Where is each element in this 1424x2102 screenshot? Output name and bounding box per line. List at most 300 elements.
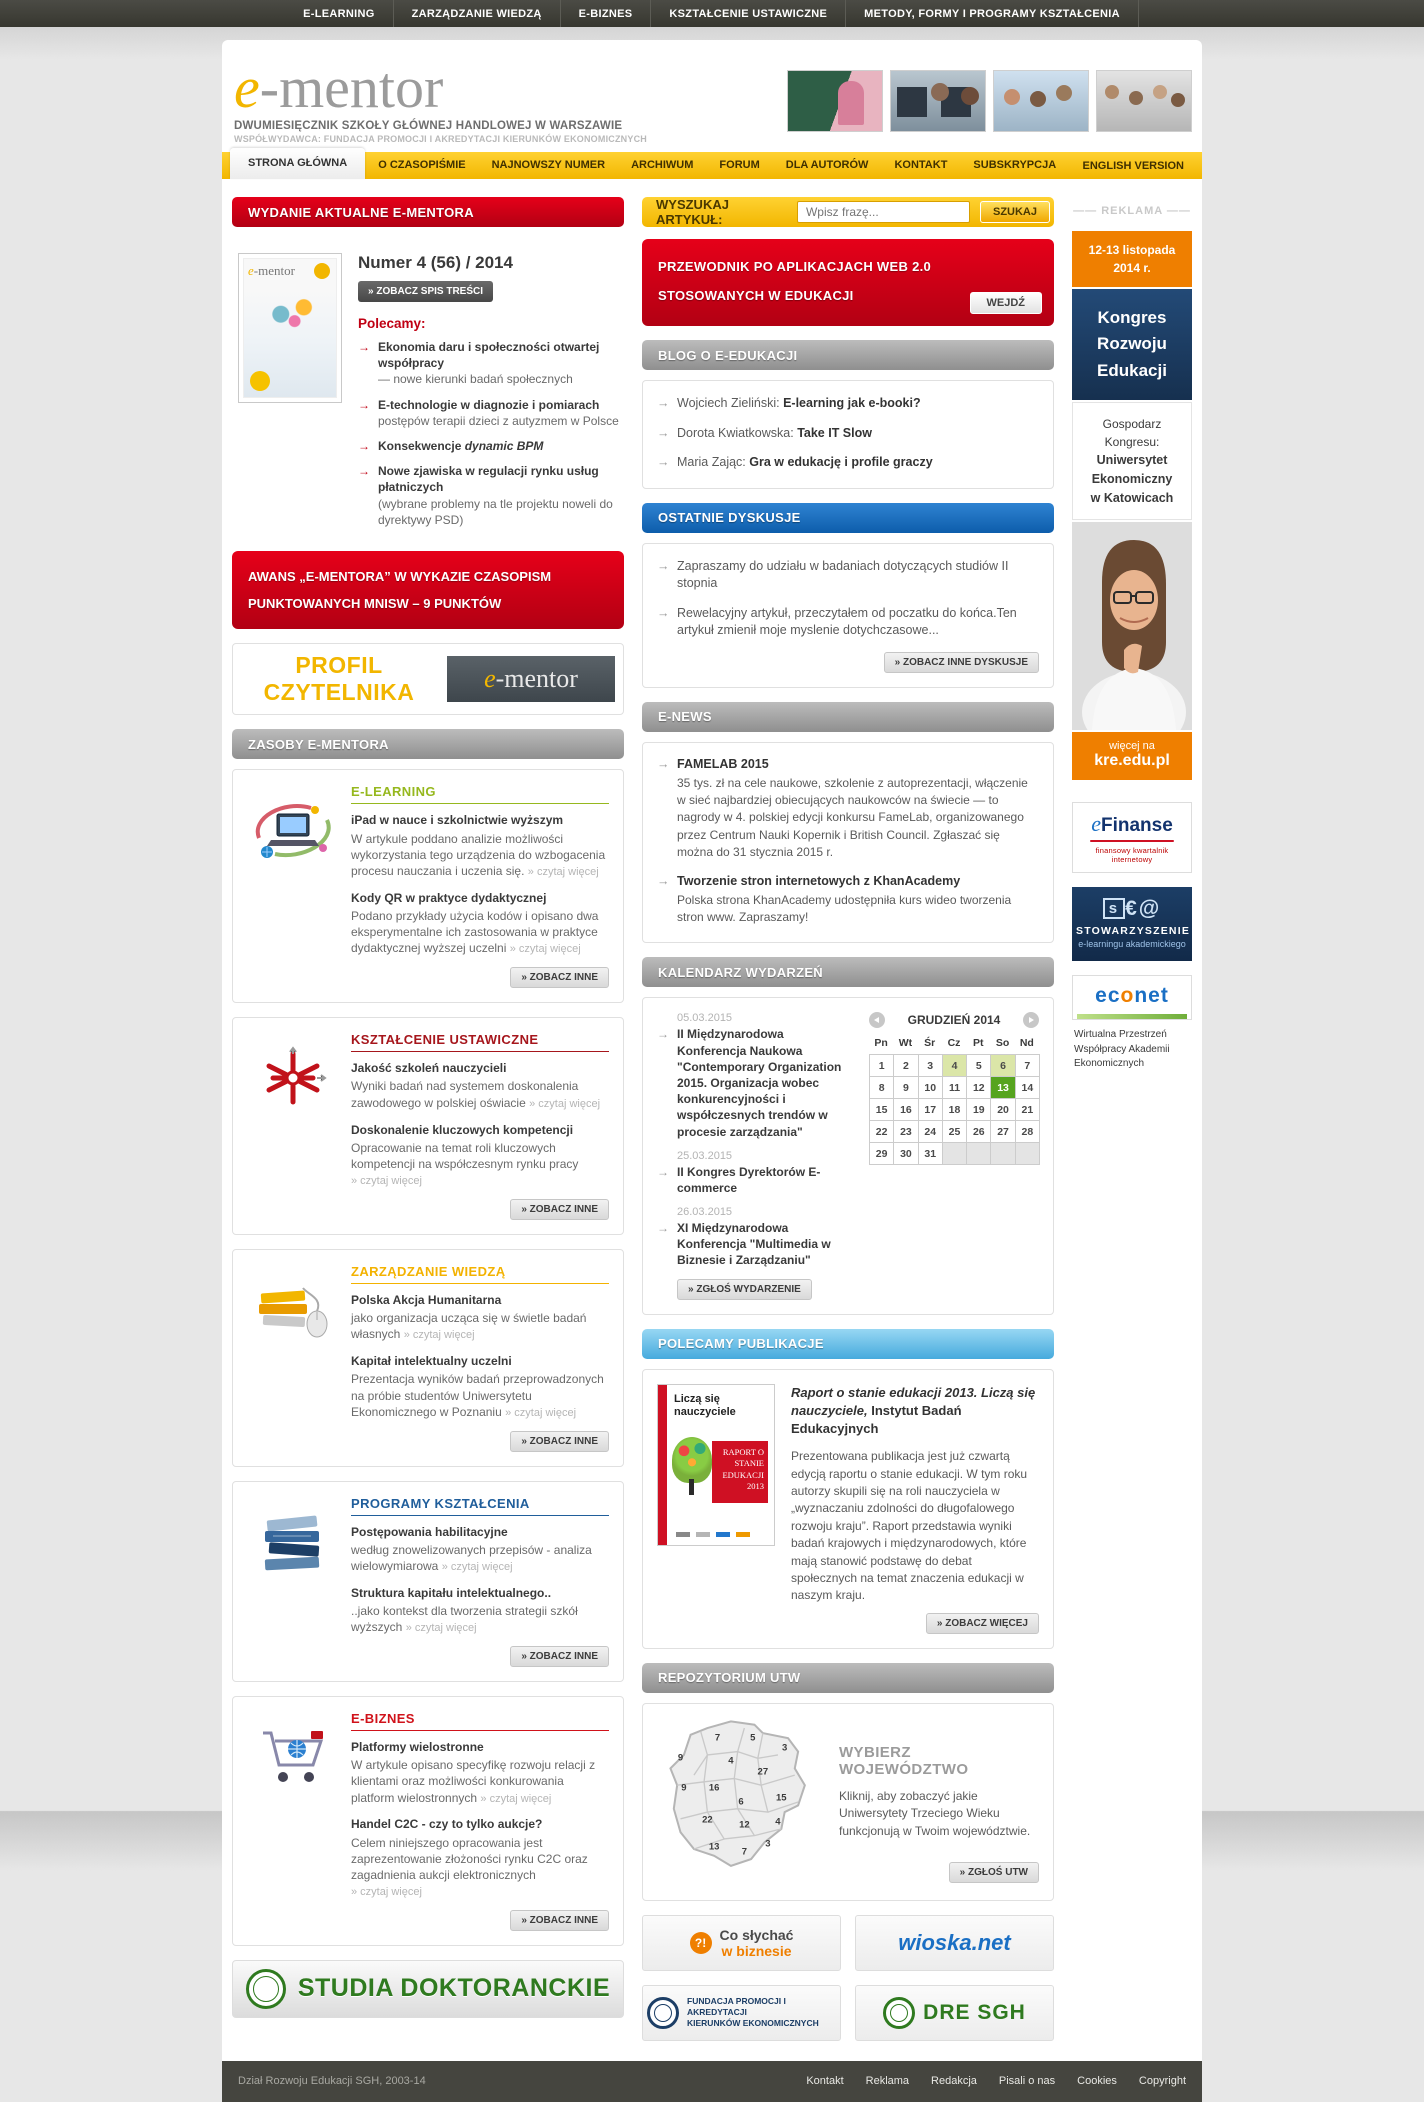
article[interactable] bbox=[351, 1353, 609, 1420]
right-ad-column bbox=[1072, 197, 1192, 1080]
dyskusje-header: OSTATNIE DYSKUSJE bbox=[642, 503, 1054, 533]
article[interactable] bbox=[351, 812, 609, 879]
calendar-day[interactable]: 10 bbox=[918, 1076, 943, 1099]
blog-title: Gra w edukację i profile graczy bbox=[749, 455, 933, 470]
article-title: Jakość szkoleń nauczycieli bbox=[351, 1061, 507, 1076]
header-photo-strip bbox=[787, 70, 1192, 132]
stowarzyszenie-sub: e-learningu akademickiego bbox=[1078, 939, 1186, 950]
utw-choose-label: WYBIERZ WOJEWÓDZTWO bbox=[839, 1743, 969, 1778]
wiedza-books-mouse-icon bbox=[247, 1264, 339, 1452]
nav-tab-strona-glowna[interactable]: STRONA GŁÓWNA bbox=[230, 148, 365, 179]
awans-line2: PUNKTOWANYCH MNISW – 9 PUNKTÓW bbox=[248, 596, 502, 612]
calendar-day[interactable]: 23 bbox=[893, 1120, 918, 1143]
recommended-article-desc: postępów terapii dzieci z autyzmem w Polsce bbox=[378, 413, 619, 428]
nav-tab-o-czasopismie[interactable]: O CZASOPIŚMIE bbox=[378, 159, 466, 171]
calendar-day[interactable]: 20 bbox=[990, 1098, 1015, 1121]
article[interactable] bbox=[351, 1585, 609, 1636]
calendar-grid bbox=[869, 1034, 1039, 1164]
zglos-wydarzenie-button[interactable]: » ZGŁOŚ WYDARZENIE bbox=[677, 1279, 812, 1300]
calendar-day[interactable]: 27 bbox=[990, 1120, 1015, 1143]
voivodeship-utw-count[interactable]: 3 bbox=[782, 1742, 788, 1754]
calendar-day[interactable]: 11 bbox=[942, 1076, 967, 1099]
calendar-widget bbox=[869, 1012, 1039, 1299]
dre-sgh-logo: DRE SGH bbox=[923, 2000, 1026, 2024]
blog-author: Maria Zając: bbox=[677, 455, 750, 470]
calendar-empty-cell bbox=[990, 1142, 1015, 1165]
voivodeship-utw-count[interactable]: 15 bbox=[776, 1792, 787, 1804]
kongres-woman-photo bbox=[1072, 522, 1192, 730]
issue-number: Numer 4 (56) / 2014 bbox=[358, 253, 513, 272]
awans-banner[interactable] bbox=[232, 551, 624, 630]
news-desc: 35 tys. zł na cele naukowe, szkolenie z autoprezentacji, włączenie w sieć najbardziej obiecujących naukowców na świecie — to nagrody w 4. polskiej edycji konkursu FameLab, organizowanego przez Centrum Nauki Kopernik i British Council. Zgłaszać się można do 31 stycznia 2015 r. bbox=[677, 775, 1028, 860]
calendar-next-icon[interactable] bbox=[1023, 1012, 1039, 1028]
calendar-weekday: Wt bbox=[898, 1037, 913, 1050]
nav-tab-najnowszy-numer[interactable]: NAJNOWSZY NUMER bbox=[491, 159, 606, 171]
econet-green-strip bbox=[1077, 1014, 1187, 1019]
topbar-item-zarzadzanie[interactable]: ZARZĄDZANIE WIEDZĄ bbox=[393, 0, 560, 27]
site-logo[interactable] bbox=[234, 56, 647, 144]
search-label: WYSZUKAJ ARTYKUŁ: bbox=[656, 197, 729, 227]
site-copublisher: WSPÓŁWYDAWCA: FUNDACJA PROMOCJI I AKREDYTACJI KIERUNKÓW EKONOMICZNYCH bbox=[234, 134, 647, 144]
footer-copyright: Dział Rozwoju Edukacji SGH, 2003-14 bbox=[238, 2075, 426, 2088]
zobacz-inne-button[interactable]: » ZOBACZ INNE bbox=[510, 1199, 609, 1220]
site-tagline: DWUMIESIĘCZNIK SZKOŁY GŁÓWNEJ HANDLOWEJ W WARSZAWIE bbox=[234, 120, 623, 132]
publisher-logos-strip bbox=[676, 1532, 750, 1537]
article-title: Postępowania habilitacyjne bbox=[351, 1524, 508, 1539]
stowarzyszenie-badge[interactable] bbox=[1072, 887, 1192, 961]
recommended-article[interactable] bbox=[358, 463, 622, 528]
news-item bbox=[657, 874, 1039, 927]
issue-cover-logo-e: e bbox=[248, 263, 254, 278]
partner-line2: w biznesie bbox=[721, 1942, 792, 1959]
voivodeship-utw-count[interactable]: 16 bbox=[708, 1782, 720, 1794]
calendar-weekday: Pt bbox=[973, 1037, 984, 1050]
econet-o: o bbox=[1120, 984, 1135, 1008]
section-programy-ksztalcenia bbox=[232, 1481, 624, 1682]
calendar-day[interactable]: 7 bbox=[1015, 1054, 1040, 1077]
kalendarz-panel bbox=[642, 997, 1054, 1314]
discussion-link[interactable]: → Zapraszamy do udziału w badaniach dotyczących studiów II stopnia bbox=[657, 558, 1039, 593]
article-title: Doskonalenie kluczowych kompetencji bbox=[351, 1122, 574, 1137]
calendar-day[interactable]: 21 bbox=[1015, 1098, 1040, 1121]
programy-books-icon bbox=[247, 1496, 339, 1667]
article-search-bar bbox=[642, 197, 1054, 227]
footer-link-reklama[interactable]: Reklama bbox=[865, 2075, 910, 2088]
section-title-elearning[interactable]: E-LEARNING bbox=[351, 784, 609, 804]
kre-link-box[interactable] bbox=[1072, 732, 1192, 780]
voivodeship-utw-count[interactable]: 7 bbox=[741, 1846, 748, 1858]
partner-line2: KIERUNKÓW EKONOMICZNYCH bbox=[687, 2018, 819, 2029]
event-date: 05.03.2015 bbox=[677, 1012, 733, 1025]
footer-links bbox=[806, 2075, 1186, 2087]
voivodeship-utw-count[interactable]: 9 bbox=[681, 1782, 687, 1794]
article[interactable] bbox=[351, 1524, 609, 1575]
efinanse-tagline: finansowy kwartalnik internetowy bbox=[1095, 846, 1169, 865]
publication-desc: Prezentowana publikacja jest już czwartą edycją raportu o stanie edukacji. W tym roku autorzy skupili się na roli nauczyciela w „wyznaczaniu zdolności do długofalowego rozwoju kraju”. Raport przedstawia wyniki badań krajowych i międzynarodowych, które mają stanowić podstawę do debat społecznych na temat znaczenia edukacji w naszym kraju. bbox=[791, 1449, 1028, 1603]
site-header bbox=[222, 40, 1202, 152]
recommended-article-title: Konsekwencje bbox=[378, 438, 465, 453]
calendar-empty-cell bbox=[1015, 1142, 1040, 1165]
elearning-laptop-icon bbox=[247, 784, 339, 988]
nav-tab-kontakt[interactable]: KONTAKT bbox=[894, 159, 948, 171]
middle-column bbox=[642, 197, 1054, 2041]
news-item bbox=[657, 757, 1039, 862]
recommended-article-title: Ekonomia daru i społeczności otwartej współpracy bbox=[378, 340, 600, 371]
article[interactable] bbox=[351, 890, 609, 957]
voivodeship-utw-count[interactable]: 7 bbox=[714, 1732, 721, 1744]
partner-logos bbox=[642, 1915, 1054, 2041]
utw-desc: Kliknij, aby zobaczyć jakie Uniwersytety Trzeciego Wieku funkcjonują w Twoim województwie. bbox=[839, 1788, 1031, 1838]
event bbox=[657, 1150, 855, 1196]
article-title: Struktura kapitału intelektualnego.. bbox=[351, 1585, 552, 1600]
news-title-link[interactable]: → FAMELAB 2015 bbox=[657, 757, 1039, 771]
dre-sgh-seal-icon bbox=[883, 1997, 915, 2029]
voivodeship-utw-count[interactable]: 12 bbox=[739, 1819, 750, 1831]
calendar-day[interactable]: 18 bbox=[942, 1098, 967, 1121]
sea-s-glyph: s bbox=[1103, 898, 1125, 919]
page-footer bbox=[222, 2061, 1202, 2102]
left-column bbox=[232, 197, 624, 2018]
calendar-day[interactable]: 12 bbox=[966, 1076, 991, 1099]
profil-ementor-logo: e -mentor bbox=[447, 656, 615, 702]
partner-line1: Co słychać bbox=[719, 1926, 794, 1943]
calendar-day[interactable]: 2 bbox=[893, 1054, 918, 1077]
przewodnik-banner[interactable] bbox=[642, 239, 1054, 326]
section-title-ustawiczne[interactable]: KSZTAŁCENIE USTAWICZNE bbox=[351, 1032, 609, 1052]
kongres-line1: Kongres bbox=[1097, 308, 1167, 327]
header-photo-computer-lab bbox=[890, 70, 986, 132]
issue-cover-image[interactable] bbox=[238, 253, 342, 403]
main-navigation bbox=[222, 152, 1202, 179]
czytaj-wiecej-link[interactable]: » czytaj więcej bbox=[480, 1792, 552, 1805]
calendar-weekday: So bbox=[995, 1037, 1010, 1050]
news-title-link[interactable]: → Tworzenie stron internetowych z KhanAcademy bbox=[657, 874, 1039, 888]
current-issue-header: WYDANIE AKTUALNE E-MENTORA bbox=[232, 197, 624, 227]
footer-link-cookies[interactable]: Cookies bbox=[1077, 2075, 1117, 2088]
studia-doktoranckie-banner[interactable] bbox=[232, 1960, 624, 2018]
recommended-article-desc: (wybrane problemy na tle projektu noweli do dyrektywy PSD) bbox=[378, 496, 613, 527]
blog-title: E-learning jak e-booki? bbox=[783, 396, 921, 411]
calendar-day[interactable]: 8 bbox=[869, 1076, 894, 1099]
event bbox=[657, 1206, 855, 1269]
article-desc: ..jako kontekst dla tworzenia strategii szkół wyższych bbox=[351, 1603, 578, 1635]
czytaj-wiecej-link[interactable]: » czytaj więcej bbox=[405, 1622, 477, 1635]
section-title-programy[interactable]: PROGRAMY KSZTAŁCENIA bbox=[351, 1496, 609, 1516]
article-desc: Celem niniejszego opracowania jest zaprezentowanie złożoności rynku C2C oraz zagadnienia aukcji elektronicznych bbox=[351, 1835, 588, 1882]
efinanse-rest: Finanse bbox=[1100, 815, 1173, 837]
publikacje-panel bbox=[642, 1369, 1054, 1649]
calendar-day[interactable]: 17 bbox=[918, 1098, 943, 1121]
zasoby-header: ZASOBY E-MENTORA bbox=[232, 729, 624, 759]
calendar-empty-cell bbox=[966, 1142, 991, 1165]
section-ebiznes bbox=[232, 1696, 624, 1946]
sgh-seal-icon bbox=[246, 1969, 286, 2009]
czytaj-wiecej-link[interactable]: » czytaj więcej bbox=[351, 1175, 422, 1188]
event-date: 25.03.2015 bbox=[677, 1149, 733, 1162]
header-photo-classroom bbox=[993, 70, 1089, 132]
studia-doktoranckie-label: STUDIA DOKTORANCKIE bbox=[297, 1974, 611, 2003]
efinanse-badge[interactable] bbox=[1072, 802, 1192, 873]
publication-cover-title: Liczą się nauczyciele bbox=[674, 1392, 736, 1418]
article[interactable] bbox=[351, 1739, 609, 1806]
calendar-day[interactable]: 16 bbox=[893, 1098, 918, 1121]
publication-title-italic: Raport o stanie edukacji 2013. Liczą się nauczyciele, bbox=[791, 1384, 1036, 1418]
calendar-day[interactable]: 9 bbox=[893, 1076, 918, 1099]
article-desc: jako organizacja ucząca się w świetle badań własnych bbox=[351, 1311, 587, 1342]
calendar-day[interactable]: 4 bbox=[942, 1054, 967, 1077]
calendar-day[interactable]: 22 bbox=[869, 1120, 894, 1143]
econet-badge[interactable] bbox=[1072, 975, 1192, 1020]
wioska-logo: wioska.net bbox=[898, 1929, 1011, 1955]
efinanse-underline bbox=[1090, 840, 1174, 842]
stowarzyszenie-label: STOWARZYSZENIE bbox=[1076, 925, 1191, 938]
partner-line1: FUNDACJA PROMOCJI I AKREDYTACJI bbox=[687, 1995, 786, 2018]
event-date: 26.03.2015 bbox=[677, 1206, 733, 1219]
blog-post-link[interactable] bbox=[657, 425, 1039, 443]
fundacja-seal-icon bbox=[647, 1997, 679, 2029]
article-title: Handel C2C - czy to tylko aukcje? bbox=[351, 1817, 543, 1832]
footer-link-redakcja[interactable]: Redakcja bbox=[931, 2075, 977, 2088]
topbar-item-ebiznes[interactable]: E-BIZNES bbox=[560, 0, 651, 27]
toc-button[interactable]: » ZOBACZ SPIS TREŚCI bbox=[358, 281, 493, 302]
publikacje-header: POLECAMY PUBLIKACJE bbox=[642, 1329, 1054, 1359]
search-button[interactable]: SZUKAJ bbox=[980, 201, 1050, 223]
zobacz-wiecej-button[interactable]: » ZOBACZ WIĘCEJ bbox=[926, 1613, 1039, 1634]
event-title-link[interactable]: → XI Międzynarodowa Konferencja "Multimedia w Biznesie i Zarządzaniu" bbox=[657, 1220, 855, 1269]
current-issue-box bbox=[232, 237, 624, 547]
czytaj-wiecej-link[interactable]: » czytaj więcej bbox=[403, 1329, 475, 1342]
calendar-weekday: Nd bbox=[1019, 1037, 1034, 1050]
blog-title: Take IT Slow bbox=[797, 425, 872, 440]
partner-co-slychac[interactable] bbox=[642, 1915, 841, 1971]
calendar-day[interactable]: 15 bbox=[869, 1098, 894, 1121]
article[interactable] bbox=[351, 1816, 609, 1900]
article-desc: Wyniki badań nad systemem doskonalenia zawodowego w polskiej oświacie bbox=[351, 1079, 579, 1110]
gospodarz-line2: Kongresu: bbox=[1104, 435, 1160, 450]
zglos-utw-button[interactable]: » ZGŁOŚ UTW bbox=[949, 1862, 1039, 1883]
question-exclamation-icon: ?! bbox=[690, 1932, 712, 1954]
event-title-link[interactable]: → II Międzynarodowa Konferencja Naukowa "Contemporary Organization 2015. Organizacja wobec konkurencyjności i współczesnych trendów w procesie zarządzania" bbox=[657, 1026, 855, 1139]
calendar-prev-icon[interactable] bbox=[869, 1012, 885, 1028]
czytaj-wiecej-link[interactable]: » czytaj więcej bbox=[509, 943, 581, 956]
zobacz-inne-dyskusje-button[interactable]: » ZOBACZ INNE DYSKUSJE bbox=[884, 652, 1039, 673]
voivodeship-utw-count[interactable]: 6 bbox=[738, 1796, 744, 1808]
section-ksztalcenie-ustawiczne bbox=[232, 1017, 624, 1235]
article-desc: Podano przykłady użycia kodów i opisano dwa eksperymentalne ich zastosowania w praktyce dydaktycznej wyższej uczelni bbox=[351, 909, 599, 956]
recommended-article-title-italic: dynamic BPM bbox=[464, 438, 544, 453]
calendar-day[interactable]: 31 bbox=[918, 1142, 943, 1165]
publication-publisher: Instytut Badań Edukacyjnych bbox=[791, 1402, 962, 1437]
article[interactable] bbox=[351, 1122, 609, 1189]
ustawiczne-star-icon bbox=[247, 1032, 339, 1220]
kongres-date-line2: 2014 r. bbox=[1113, 261, 1151, 275]
voivodeship-utw-count[interactable]: 27 bbox=[757, 1766, 769, 1777]
voivodeship-utw-count[interactable]: 4 bbox=[728, 1755, 734, 1767]
top-category-bar bbox=[0, 0, 1424, 27]
recommended-article-title: E-technologie w diagnozie i pomiarach bbox=[378, 397, 600, 412]
blog-author: Dorota Kwiatkowska: bbox=[677, 425, 798, 440]
kre-url: kre.edu.pl bbox=[1094, 752, 1170, 770]
awans-line1: AWANS „E-MENTORA” W WYKAZIE CZASOPISM bbox=[248, 568, 552, 584]
profil-czytelnika-banner[interactable] bbox=[232, 643, 624, 715]
article-desc: W artykule poddano analizie możliwości wykorzystania tego urządzenia do wzbogacenia procesu nauczania i uczenia się. bbox=[351, 831, 606, 879]
recommended-article[interactable] bbox=[358, 397, 622, 429]
utw-panel bbox=[642, 1703, 1054, 1901]
partner-dre-sgh[interactable] bbox=[855, 1985, 1054, 2041]
news-desc: Polska strona KhanAcademy udostępniła kurs wideo tworzenia stron www. Zapraszamy! bbox=[677, 892, 1012, 925]
blog-post-link[interactable] bbox=[657, 395, 1039, 413]
calendar-day[interactable]: 19 bbox=[966, 1098, 991, 1121]
blog-panel bbox=[642, 380, 1054, 489]
footer-link-pisali[interactable]: Pisali o nas bbox=[998, 2075, 1056, 2088]
event-list bbox=[657, 1012, 855, 1299]
calendar-month-label: GRUDZIEŃ 2014 bbox=[907, 1013, 1001, 1028]
article[interactable] bbox=[351, 1292, 609, 1343]
section-elearning bbox=[232, 769, 624, 1003]
voivodeship-utw-count[interactable]: 9 bbox=[677, 1752, 684, 1764]
econet-logo: ec bbox=[1095, 984, 1121, 1008]
gospodarz-uni1: Uniwersytet bbox=[1096, 453, 1168, 468]
voivodeship-utw-count[interactable]: 4 bbox=[775, 1816, 781, 1828]
voivodeship-utw-count[interactable]: 13 bbox=[708, 1841, 720, 1853]
nav-tab-archiwum[interactable]: ARCHIWUM bbox=[631, 159, 694, 171]
kongres-title-box[interactable] bbox=[1072, 289, 1192, 400]
econet-net: net bbox=[1134, 984, 1169, 1008]
publication-title[interactable] bbox=[791, 1384, 1039, 1439]
tree-graphic bbox=[672, 1437, 712, 1483]
gospodarz-uni3: w Katowicach bbox=[1090, 490, 1174, 505]
calendar-weekday: Pn bbox=[874, 1037, 888, 1050]
event bbox=[657, 1012, 855, 1139]
section-title-ebiznes[interactable]: E-BIZNES bbox=[351, 1711, 609, 1731]
utw-header: REPOZYTORIUM UTW bbox=[642, 1663, 1054, 1693]
article-title: Kody QR w praktyce dydaktycznej bbox=[351, 890, 547, 905]
przewodnik-line1: PRZEWODNIK PO APLIKACJACH WEB 2.0 bbox=[658, 259, 932, 274]
topbar-item-ksztalcenie[interactable]: KSZTAŁCENIE USTAWICZNE bbox=[650, 0, 845, 27]
econet-desc: Wirtualna Przestrzeń Współpracy Akademii Ekonomicznych bbox=[1074, 1029, 1170, 1070]
header-photo-teacher bbox=[787, 70, 883, 132]
calendar-day[interactable]: 13 bbox=[990, 1076, 1015, 1099]
nav-english-version[interactable]: ENGLISH VERSION bbox=[1082, 159, 1184, 172]
wejdz-button[interactable]: WEJDŹ bbox=[970, 292, 1043, 314]
calendar-weekday: Cz bbox=[947, 1037, 961, 1050]
calendar-day[interactable]: 5 bbox=[966, 1054, 991, 1077]
blog-author: Wojciech Zieliński: bbox=[677, 396, 784, 411]
footer-link-kontakt[interactable]: Kontakt bbox=[806, 2075, 844, 2088]
calendar-day[interactable]: 28 bbox=[1015, 1120, 1040, 1143]
section-zarzadzanie-wiedza bbox=[232, 1249, 624, 1467]
content-page bbox=[222, 40, 1202, 2061]
kongres-date-line1: 12-13 listopada bbox=[1088, 243, 1176, 257]
issue-cover-logo-rest: -mentor bbox=[253, 263, 295, 278]
poland-voivodeship-map[interactable] bbox=[657, 1718, 825, 1886]
kalendarz-header: KALENDARZ WYDARZEŃ bbox=[642, 957, 1054, 987]
article-desc: według znowelizowanych przepisów - analiza wielowymiarowa bbox=[351, 1542, 592, 1573]
article-title: Polska Akcja Humanitarna bbox=[351, 1292, 502, 1307]
calendar-day[interactable]: 29 bbox=[869, 1142, 894, 1165]
article-title: iPad w nauce i szkolnictwie wyższym bbox=[351, 813, 564, 828]
zobacz-inne-button[interactable]: » ZOBACZ INNE bbox=[510, 1646, 609, 1667]
topbar-item-elearning[interactable]: E-LEARNING bbox=[303, 7, 375, 20]
search-input[interactable] bbox=[797, 201, 970, 223]
enews-panel bbox=[642, 742, 1054, 944]
voivodeship-utw-count[interactable]: 3 bbox=[765, 1838, 771, 1850]
article[interactable] bbox=[351, 1060, 609, 1111]
calendar-day[interactable]: 30 bbox=[893, 1142, 918, 1165]
calendar-day[interactable]: 26 bbox=[966, 1120, 991, 1143]
recommended-article[interactable] bbox=[358, 339, 622, 388]
discussion-link[interactable]: → Rewelacyjny artykuł, przeczytałem od poczatku do końca.Ten artykuł zmienił moje myslenie dotychczasowe... bbox=[657, 605, 1039, 640]
event-title-link[interactable]: → II Kongres Dyrektorów E-commerce bbox=[657, 1164, 855, 1196]
recommended-article-title: Nowe zjawiska w regulacji rynku usług płatniczych bbox=[378, 464, 599, 495]
dyskusje-panel bbox=[642, 543, 1054, 688]
calendar-day[interactable]: 6 bbox=[990, 1054, 1015, 1077]
recommended-article-desc: — nowe kierunki badań społecznych bbox=[378, 372, 573, 387]
czytaj-wiecej-link[interactable]: » czytaj więcej bbox=[441, 1560, 513, 1573]
gospodarz-line1: Gospodarz bbox=[1102, 417, 1162, 432]
blog-header: BLOG O E-EDUKACJI bbox=[642, 340, 1054, 370]
zobacz-inne-button[interactable]: » ZOBACZ INNE bbox=[510, 1910, 609, 1931]
kongres-date-box[interactable] bbox=[1072, 231, 1192, 287]
czytaj-wiecej-link[interactable]: » czytaj więcej bbox=[529, 1097, 601, 1110]
nav-tab-forum[interactable]: FORUM bbox=[719, 159, 760, 171]
topbar-item-metody[interactable]: METODY, FORMY I PROGRAMY KSZTAŁCENIA bbox=[845, 0, 1139, 27]
zobacz-inne-button[interactable]: » ZOBACZ INNE bbox=[510, 967, 609, 988]
przewodnik-line2: STOSOWANYCH W EDUKACJI bbox=[658, 287, 854, 303]
calendar-empty-cell bbox=[942, 1142, 967, 1165]
nav-tab-dla-autorow[interactable]: DLA AUTORÓW bbox=[785, 159, 869, 171]
ebiznes-cart-icon bbox=[247, 1711, 339, 1931]
calendar-day[interactable]: 1 bbox=[869, 1054, 894, 1077]
partner-wioska-net[interactable] bbox=[855, 1915, 1054, 1971]
publication-cover[interactable] bbox=[657, 1384, 775, 1546]
nav-tab-subskrypcja[interactable]: SUBSKRYPCJA bbox=[973, 159, 1057, 171]
calendar-day[interactable]: 14 bbox=[1015, 1076, 1040, 1099]
section-title-wiedza[interactable]: ZARZĄDZANIE WIEDZĄ bbox=[351, 1264, 609, 1284]
czytaj-wiecej-link[interactable]: » czytaj więcej bbox=[505, 1406, 577, 1419]
raport-red-box: RAPORT O STANIE EDUKACJI 2013 bbox=[712, 1441, 768, 1503]
czytaj-wiecej-link[interactable]: » czytaj więcej bbox=[351, 1886, 422, 1899]
blog-post-link[interactable] bbox=[657, 454, 1039, 472]
zobacz-inne-button[interactable]: » ZOBACZ INNE bbox=[510, 1431, 609, 1452]
voivodeship-utw-count[interactable]: 22 bbox=[702, 1814, 713, 1826]
gospodarz-uni2: Ekonomiczny bbox=[1091, 471, 1173, 486]
article-desc: Prezentacja wyników badań przeprowadzonych na próbie studentów Uniwersytetu Ekonomicznego w Poznaniu bbox=[351, 1372, 604, 1419]
calendar-day[interactable]: 3 bbox=[918, 1054, 943, 1077]
recommended-article[interactable] bbox=[358, 438, 622, 454]
kongres-line2: Rozwoju bbox=[1097, 334, 1167, 354]
calendar-day[interactable]: 25 bbox=[942, 1120, 967, 1143]
kre-more-label: więcej na bbox=[1109, 740, 1155, 753]
article-title: Platformy wielostronne bbox=[351, 1739, 484, 1754]
polecamy-label: Polecamy: bbox=[358, 316, 426, 331]
logo-e: e bbox=[234, 55, 260, 120]
calendar-weekday: Śr bbox=[924, 1037, 936, 1050]
voivodeship-utw-count[interactable]: 5 bbox=[750, 1732, 756, 1744]
reklama-label: —— REKLAMA —— bbox=[1073, 205, 1191, 217]
enews-header: E-NEWS bbox=[642, 702, 1054, 732]
article-desc: W artykule opisano specyfikę rozwoju relacji z klientami oraz możliwości konkurowania platform wielostronnych bbox=[351, 1758, 596, 1805]
czytaj-wiecej-link[interactable]: » czytaj więcej bbox=[527, 866, 599, 879]
profil-label: PROFIL CZYTELNIKA bbox=[263, 652, 415, 706]
kongres-line3: Edukacji bbox=[1097, 360, 1167, 380]
kongres-host-box[interactable] bbox=[1072, 402, 1192, 520]
sea-euro-at-glyphs: €@ bbox=[1125, 897, 1162, 921]
article-desc: Opracowanie na temat roli kluczowych kompetencji na współczesnym rynku pracy bbox=[351, 1140, 579, 1171]
calendar-day[interactable]: 24 bbox=[918, 1120, 943, 1143]
footer-link-copyright[interactable]: Copyright bbox=[1138, 2075, 1186, 2088]
partner-fundacja[interactable] bbox=[642, 1985, 841, 2041]
